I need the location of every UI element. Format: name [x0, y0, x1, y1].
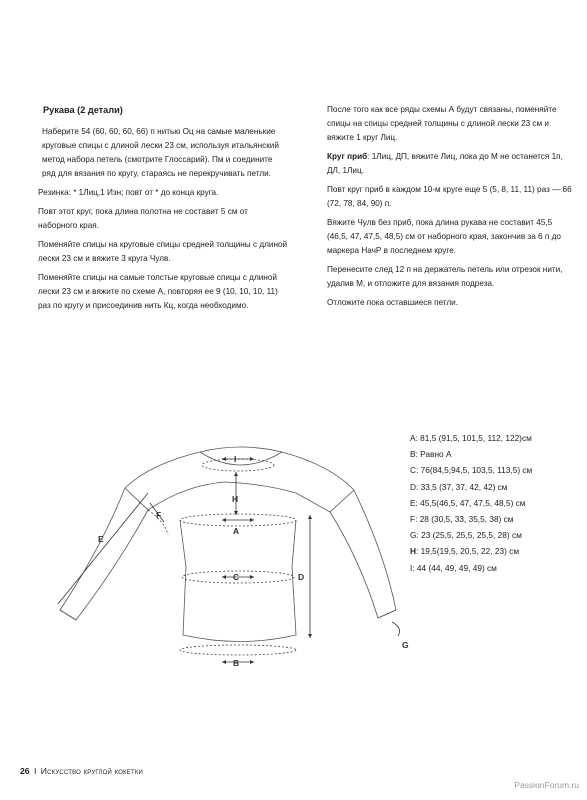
page-number: 26	[20, 766, 30, 776]
legend-row-f: F: 28 (30,5, 33, 35,5, 38) см	[410, 514, 514, 525]
label-f: F	[156, 510, 162, 520]
arrow-e	[58, 493, 148, 604]
label-a: A	[233, 526, 240, 536]
label-i: I	[234, 454, 237, 464]
paragraph-transfer: Перенесите след 12 п на держатель петель или отрезок нити, удалив М, и отложите для вязания подреза.	[327, 265, 563, 288]
legend-row-i: I: 44 (44, 49, 49, 49) см	[410, 562, 497, 573]
publication-title: Искусство круглой кокетки	[40, 766, 144, 776]
paragraph-rib: Резинка: * 1Лиц,1 Изн; повт от * до конца круга.	[38, 188, 219, 197]
legend-row-h: H: 19,5(19,5, 20,5, 22, 23) см	[410, 546, 520, 557]
collar-outline	[200, 447, 282, 465]
paragraph-repeat-increase: Повт круг приб в каждом 10-м круге еще 5 (5, 8, 11, 11) раз — 66 (72, 78, 84, 90) п.	[327, 185, 572, 208]
label-g: G	[402, 640, 409, 650]
legend-row-e: E: 45,5(46,5, 47, 47,5, 48,5) см	[410, 497, 526, 508]
label-d: D	[298, 572, 305, 582]
paragraph-stockinette: Вяжите Чулв без приб, пока длина рукава не составит 45,5 (46,5, 47, 47,5, 48,5) см от наборного края, закончив за 6 п до маркера НачР в последнем круге.	[327, 218, 561, 255]
section-heading: Рукава (2 детали)	[43, 105, 123, 115]
right-sleeve-outline	[330, 490, 396, 618]
label-e: E	[98, 534, 104, 544]
yoke-outline	[125, 452, 354, 512]
label-h: H	[232, 494, 239, 504]
right-column	[327, 103, 572, 315]
legend-row-c: C: 76(84,5,94,5, 103,5, 113,5) см	[410, 465, 533, 476]
hem-ellipse	[180, 645, 296, 655]
paragraph-repeat: Повт этот круг, пока длина полотна не составит 5 см от наборного края.	[38, 207, 248, 230]
label-c: C	[233, 572, 240, 582]
label-b: B	[233, 658, 240, 668]
footer-separator: I	[33, 766, 37, 776]
left-column	[38, 103, 288, 318]
legend-row-b: B: Равно А	[410, 449, 452, 460]
right-cuff	[378, 610, 396, 618]
legend-row-g: G: 23 (25,5, 25,5, 25,5, 28) см	[410, 530, 522, 541]
increase-round-label: Круг приб	[327, 152, 368, 161]
watermark: PassionForum.ru	[514, 780, 579, 790]
page-footer	[20, 766, 143, 776]
paragraph-cast-on: Наберите 54 (60, 60, 60, 66) п нитью Оц на самые маленькие круговые спицы с длиной лески 23 см, используя итальянский метод набора петель (смотрите Глоссарий). Пм и соедините ряд для вязания по кругу, стараясь не перекручивать петли.	[42, 127, 279, 178]
paragraph-chart-a: Поменяйте спицы на самые толстые круговые спицы с длиной лески 23 см и вяжите по схеме А, повторяя ее 9 (10, 10, 10, 11) раз по кругу и присоединив нить Кц, когда необходимо.	[38, 273, 278, 310]
paragraph-after-chart: После того как все ряды схемы А будут связаны, поменяйте спицы на спицы средней толщины с длиной лески 23 см и вяжите 1 круг Лиц.	[327, 105, 557, 142]
legend-row-a: A: 81,5 (91,5, 101,5, 112, 122)см	[410, 433, 532, 443]
left-sleeve-outline	[60, 488, 148, 620]
increase-round-text: : 1Лиц, ДП, вяжите Лиц, пока до М не останется 1п, ДЛ, 1Лиц.	[327, 152, 563, 175]
paragraph-needle-change: Поменяйте спицы на круговые спицы средней толщины с длиной лески 23 см и вяжите 3 круга Чулв.	[38, 240, 288, 263]
paragraph-increase-round	[327, 150, 572, 178]
arrow-g	[392, 622, 400, 636]
legend-row-d: D: 33,5 (37, 37, 42, 42) см	[410, 481, 508, 492]
measurement-legend	[410, 430, 532, 576]
paragraph-set-aside: Отложите пока оставшиеся петли.	[327, 298, 458, 307]
left-cuff	[60, 610, 76, 620]
